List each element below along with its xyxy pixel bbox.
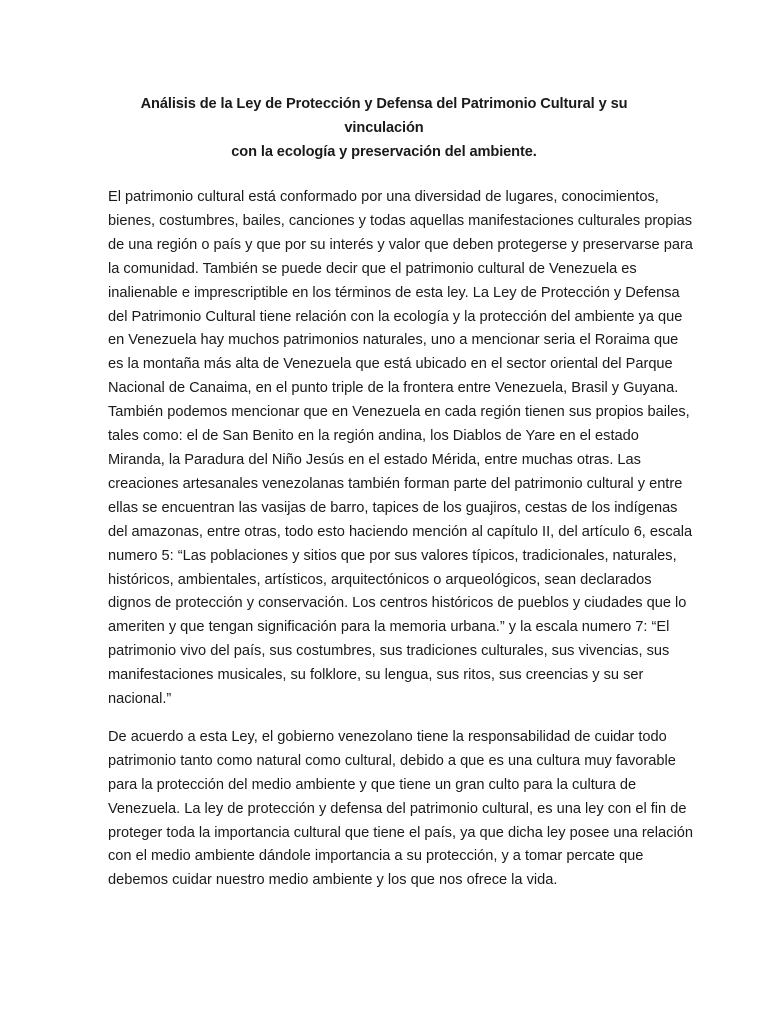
text-line: creaciones artesanales venezolanas también forman parte del patrimonio cultural y entre [108, 475, 683, 492]
title-line: Análisis de la Ley de Protección y Defensa del Patrimonio Cultural y su vinculación [140, 96, 628, 136]
text-line: la comunidad. También se puede decir que el patrimonio cultural de Venezuela es [108, 260, 637, 277]
document-title [100, 92, 668, 164]
text-line: ameriten y que tengan significación para la memoria urbana.” y la escala numero 7: “El [108, 619, 670, 636]
text-line: dignos de protección y conservación. Los centros históricos de pueblos y ciudades que lo [108, 595, 687, 612]
text-line: con el medio ambiente dándole importancia a su protección, y a tomar percate que [108, 848, 644, 865]
text-line: De acuerdo a esta Ley, el gobierno venezolano tiene la responsabilidad de cuidar todo [108, 728, 667, 745]
text-line: de una región o país y que por su interés y valor que deben protegerse y preservarse para [108, 236, 693, 253]
text-line: Nacional de Canaima, en el punto triple de la frontera entre Venezuela, Brasil y Guyana. [108, 380, 679, 397]
text-line: nacional.” [108, 691, 172, 708]
text-line: patrimonio tanto como natural como cultural, debido a que es una cultura muy favorable [108, 752, 676, 769]
text-line: Miranda, la Paradura del Niño Jesús en el estado Mérida, entre muchas otras. Las [108, 451, 641, 468]
paragraph-1 [108, 186, 693, 712]
text-line: bienes, costumbres, bailes, canciones y todas aquellas manifestaciones culturales propias [108, 212, 693, 229]
text-line: históricos, ambientales, artísticos, arquitectónicos o arqueológicos, sean declarados [108, 571, 652, 588]
text-line: tales como: el de San Benito en la región andina, los Diablos de Yare en el estado [108, 428, 639, 445]
paragraph-2 [108, 726, 693, 893]
text-line: proteger toda la importancia cultural que tiene el país, ya que dicha ley posee una relación [108, 824, 693, 841]
title-line: con la ecología y preservación del ambiente. [231, 144, 537, 160]
text-line: El patrimonio cultural está conformado por una diversidad de lugares, conocimientos, [108, 189, 659, 205]
text-line: es la montaña más alta de Venezuela que está ubicado en el sector oriental del Parque [108, 356, 673, 373]
text-line: Venezuela. La ley de protección y defensa del patrimonio cultural, es una ley con el fin de [108, 800, 687, 817]
text-line: inalienable e imprescriptible en los términos de esta ley. La Ley de Protección y Defensa [108, 284, 680, 301]
text-line: del amazonas, entre otras, todo esto haciendo mención al capítulo II, del artículo 6, escala [108, 523, 693, 540]
document-body [108, 186, 693, 893]
text-line: ellas se encuentran las vasijas de barro, tapices de los guajiros, cestas de los indígenas [108, 499, 678, 516]
text-line: También podemos mencionar que en Venezuela en cada región tienen sus propios bailes, [108, 404, 690, 421]
text-line: para la protección del medio ambiente y que tiene un gran culto para la cultura de [108, 776, 637, 793]
text-line: patrimonio vivo del país, sus costumbres, sus tradiciones culturales, sus vivencias, sus [108, 643, 670, 660]
text-line: numero 5: “Las poblaciones y sitios que por sus valores típicos, tradicionales, naturales, [108, 547, 677, 564]
text-line: manifestaciones musicales, su folklore, su lengua, sus ritos, sus creencias y su ser [108, 667, 644, 684]
text-line: en Venezuela hay muchos patrimonios naturales, uno a mencionar seria el Roraima que [108, 332, 679, 349]
text-line: del Patrimonio Cultural tiene relación con la ecología y la protección del ambiente ya que [108, 308, 683, 325]
text-line: debemos cuidar nuestro medio ambiente y los que nos ofrece la vida. [108, 872, 558, 889]
